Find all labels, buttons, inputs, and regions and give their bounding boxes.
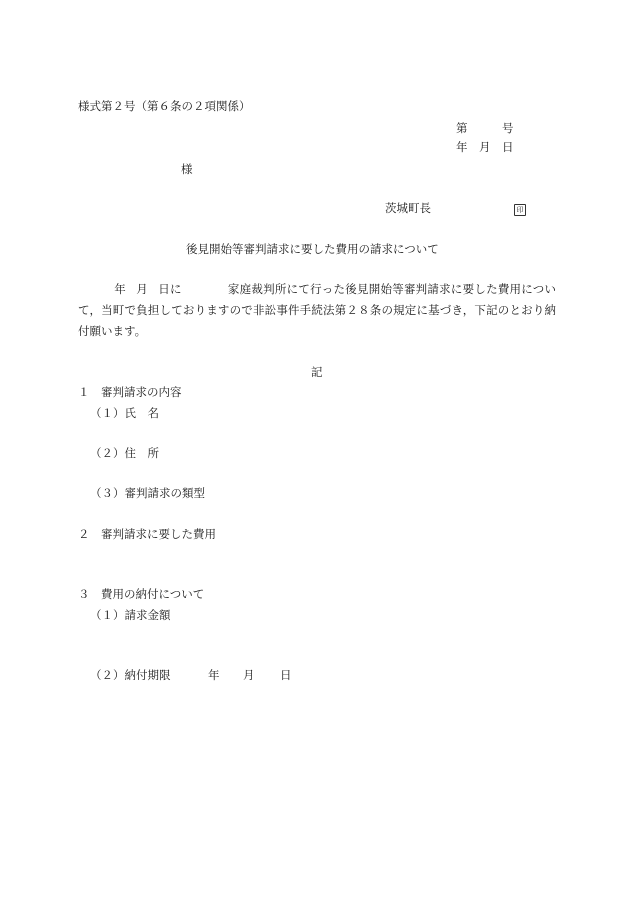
item3-deadline: （２）納付期限 [90,668,171,682]
item1-heading: １ 審判請求の内容 [78,385,182,399]
document-date: 年 月 日 [456,140,514,154]
ki-heading: 記 [311,365,323,379]
sender-title: 茨城町長 [385,201,431,215]
seal-icon: 印 [514,204,526,216]
deadline-day: 日 [280,668,292,682]
body-year: 年 [114,282,126,296]
item2-heading: ２ 審判請求に要した費用 [78,527,216,541]
seal-mark [514,203,526,216]
document-title: 後見開始等審判請求に要した費用の請求について [186,242,439,256]
item3-amount: （１）請求金額 [90,608,171,622]
body-day: 日に [157,282,182,296]
item3-heading: ３ 費用の納付について [78,587,205,601]
item1-type: （３）審判請求の類型 [90,486,205,500]
body-month: 月 [135,282,148,296]
document-number: 第 号 [456,121,514,135]
item1-name: （１）氏 名 [90,406,159,420]
deadline-month: 月 [243,668,255,682]
item1-address: （２）住 所 [90,446,159,460]
form-label: 様式第２号（第６条の２項関係） [78,99,251,113]
deadline-year: 年 [208,668,220,682]
addressee-honorific: 様 [181,162,193,176]
body-text: 家庭裁判所にて行った後見開始等審判請求に要した費用について，当町で負担しておりますので非訟事件手続法第２８条の規定に基づき，下記のとおり納付願います。 [78,282,557,338]
body-paragraph [78,279,556,342]
